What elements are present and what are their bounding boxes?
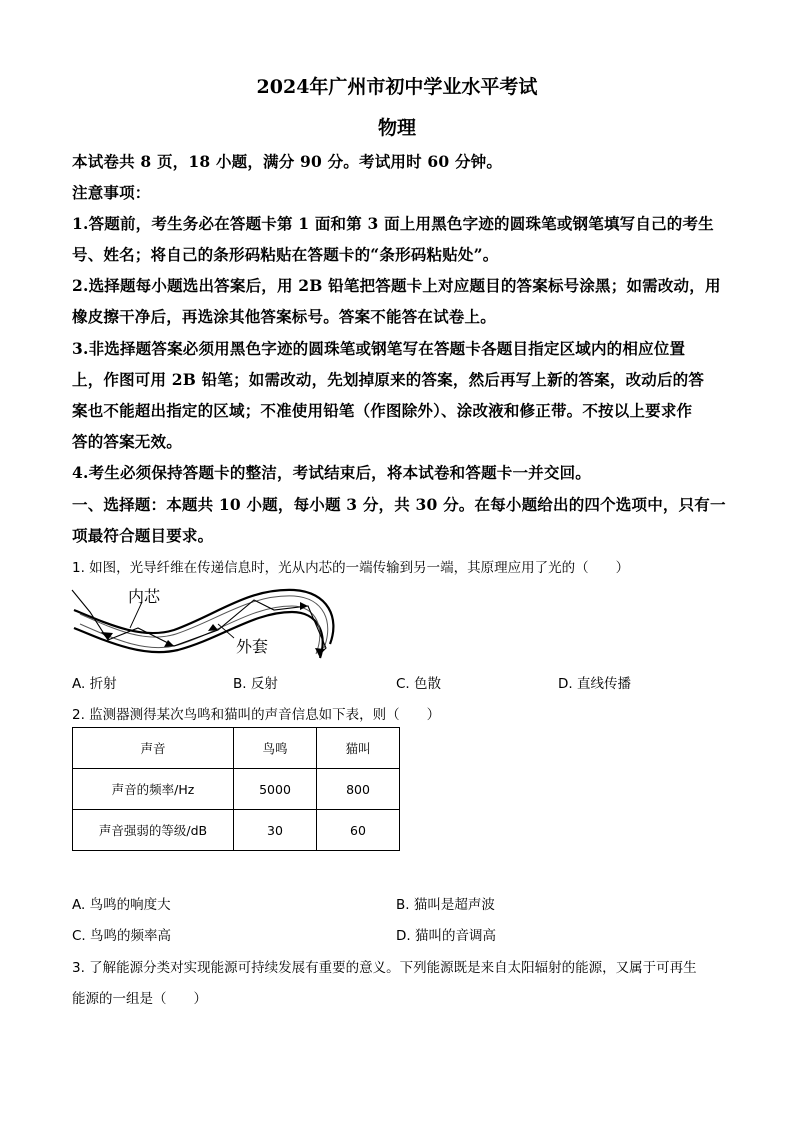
light-ray-path	[72, 590, 326, 654]
core-label: 内芯	[128, 587, 161, 606]
sheath-label: 外套	[236, 637, 269, 656]
section-heading: 一、选择题：本题共 10 小题，每小题 3 分，共 30 分。在每小题给出的四个选项中，只有一	[72, 495, 726, 514]
table-row	[73, 810, 400, 851]
table-row	[73, 769, 400, 810]
table-header-cell: 猫叫	[317, 728, 400, 769]
table-cell: 60	[317, 810, 400, 851]
fiber-outer-top	[74, 590, 333, 644]
table-cell: 声音的频率/Hz	[73, 769, 234, 810]
q1-option-b: B. 反射	[233, 676, 278, 692]
note-line: 号、姓名；将自己的条形码粘贴在答题卡的“条形码粘贴处”。	[72, 245, 499, 264]
table-cell: 800	[317, 769, 400, 810]
note-line: 橡皮擦干净后，再选涂其他答案标号。答案不能答在试卷上。	[72, 307, 496, 326]
note-line: 答的答案无效。	[72, 432, 182, 451]
question-3-stem-cont: 能源的一组是（ ）	[72, 991, 207, 1007]
section-heading: 项最符合题目要求。	[72, 526, 214, 545]
q2-option-a: A. 鸟鸣的响度大	[72, 897, 171, 913]
notes-heading: 注意事项：	[72, 183, 151, 202]
q1-option-d: D. 直线传播	[558, 676, 631, 692]
note-line: 4.考生必须保持答题卡的整洁，考试结束后，将本试卷和答题卡一并交回。	[72, 463, 591, 482]
ray-arrow-icon	[164, 640, 174, 647]
ray-arrow-icon	[208, 624, 218, 631]
exam-title: 2024年广州市初中学业水平考试	[256, 76, 538, 98]
note-line: 上，作图可用 2B 铅笔；如需改动，先划掉原来的答案，然后再写上新的答案，改动后的答	[72, 370, 705, 389]
note-line: 1.答题前，考生务必在答题卡第 1 面和第 3 面上用黑色字迹的圆珠笔或钢笔填写自己的考生	[72, 214, 714, 233]
question-3-stem: 3. 了解能源分类对实现能源可持续发展有重要的意义。下列能源既是来自太阳辐射的能源，又属于可再生	[72, 960, 697, 976]
table-header-row	[73, 728, 400, 769]
q1-option-a: A. 折射	[72, 676, 117, 692]
q2-option-c: C. 鸟鸣的频率高	[72, 928, 172, 944]
ray-arrow-icon	[300, 602, 308, 610]
q2-option-d: D. 猫叫的音调高	[396, 928, 496, 944]
sound-info-table	[72, 727, 400, 851]
table-cell: 30	[234, 810, 317, 851]
table-cell: 5000	[234, 769, 317, 810]
exam-intro: 本试卷共 8 页，18 小题，满分 90 分。考试用时 60 分钟。	[72, 152, 503, 171]
optical-fiber-figure	[68, 582, 368, 664]
table-header-cell: 声音	[73, 728, 234, 769]
note-line: 2.选择题每小题选出答案后，用 2B 铅笔把答题卡上对应题目的答案标号涂黑；如需改动，用	[72, 276, 721, 295]
sheath-label-leader	[218, 624, 234, 638]
question-1-stem: 1. 如图，光导纤维在传递信息时，光从内芯的一端传输到另一端，其原理应用了光的（ ）	[72, 560, 630, 576]
q2-option-b: B. 猫叫是超声波	[396, 897, 495, 913]
question-2-stem: 2. 监测器测得某次鸟鸣和猫叫的声音信息如下表，则（ ）	[72, 707, 441, 723]
table-cell: 声音强弱的等级/dB	[73, 810, 234, 851]
q1-option-c: C. 色散	[396, 676, 442, 692]
note-line: 案也不能超出指定的区域；不准使用铅笔（作图除外）、涂改液和修正带。不按以上要求作	[72, 401, 693, 420]
note-line: 3.非选择题答案必须用黑色字迹的圆珠笔或钢笔写在答题卡各题目指定区域内的相应位置	[72, 339, 686, 358]
subject-title: 物理	[377, 117, 416, 139]
table-header-cell: 鸟鸣	[234, 728, 317, 769]
